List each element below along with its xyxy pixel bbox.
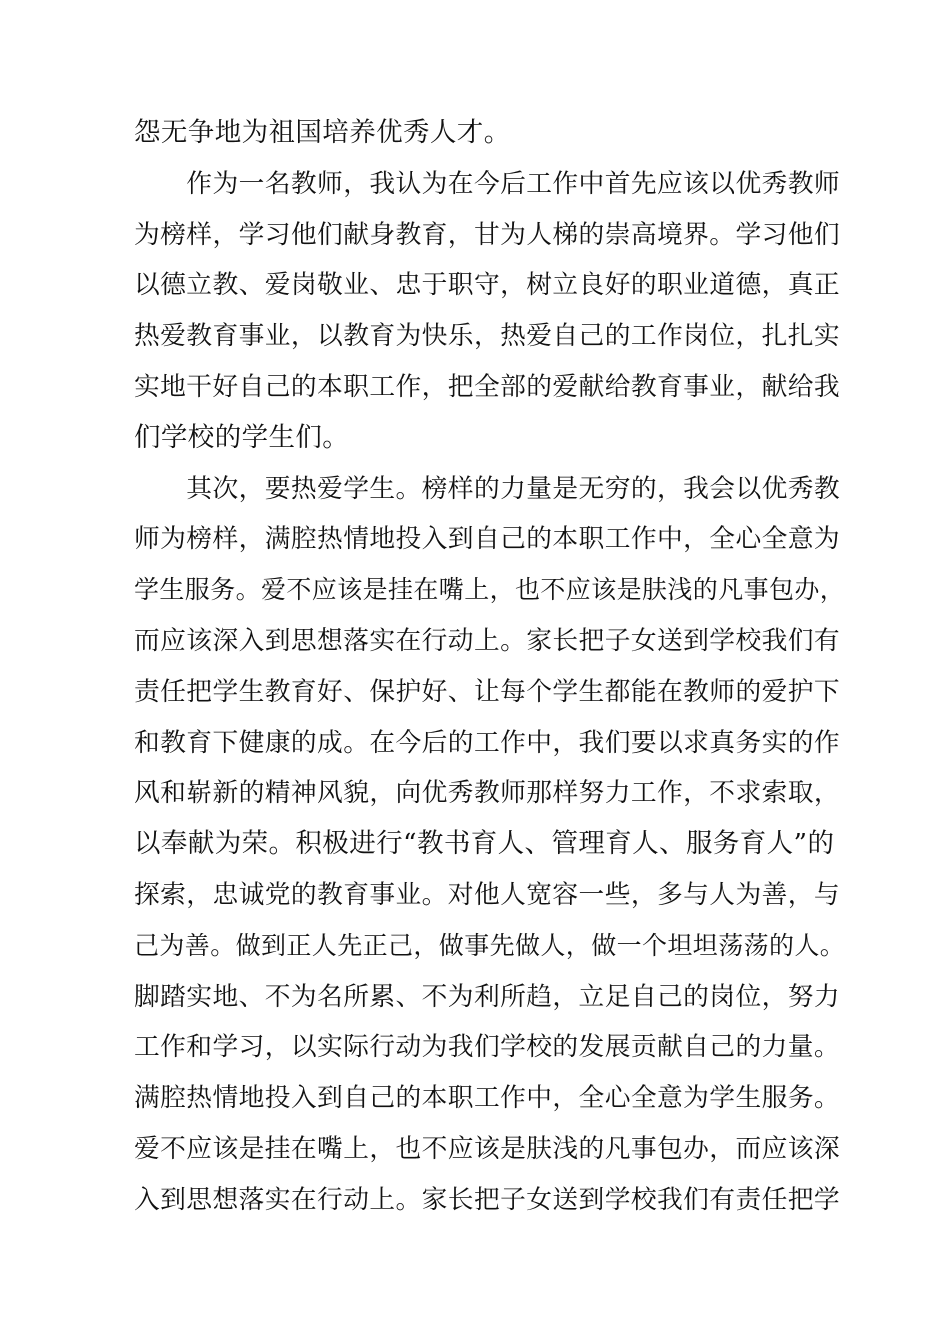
text-line: 热爱教育事业，以教育为快乐，热爱自己的工作岗位，扎扎实 [134,321,841,352]
text-line: 实地干好自己的本职工作，把全部的爱献给教育事业，献给我 [134,371,841,402]
text-line: 探索，忠诚党的教育事业。对他人宽容一些，多与人为善，与 [134,879,841,910]
text-line: 入到思想落实在行动上。家长把子女送到学校我们有责任把学 [134,1184,841,1215]
text-line: 而应该深入到思想落实在行动上。家长把子女送到学校我们有 [134,625,841,656]
text-line: 和教育下健康的成。在今后的工作中，我们要以求真务实的作 [134,727,841,758]
text-line: 满腔热情地投入到自己的本职工作中，全心全意为学生服务。 [134,1083,841,1114]
text-line: 其次，要热爱学生。榜样的力量是无穷的，我会以优秀教 [134,473,841,504]
text-line: 风和崭新的精神风貌，向优秀教师那样努力工作，不求索取， [134,778,841,809]
text-line: 作为一名教师，我认为在今后工作中首先应该以优秀教师 [134,168,841,199]
text-line: 爱不应该是挂在嘴上，也不应该是肤浅的凡事包办，而应该深 [134,1133,841,1164]
text-line: 责任把学生教育好、保护好、让每个学生都能在教师的爱护下 [134,676,841,707]
text-line: 们学校的学生们。 [134,421,350,453]
text-line: 学生服务。爱不应该是挂在嘴上，也不应该是肤浅的凡事包办， [134,575,846,605]
body-text [134,108,846,1226]
text-line: 师为榜样，满腔热情地投入到自己的本职工作中，全心全意为 [134,524,841,555]
text-line: 以德立教、爱岗敬业、忠于职守，树立良好的职业道德，真正 [134,270,841,301]
text-line: 怨无争地为祖国培养优秀人才。 [134,117,511,148]
text-line: 为榜样，学习他们献身教育，甘为人梯的崇高境界。学习他们 [134,219,841,250]
text-line: 以奉献为荣。积极进行“教书育人、管理育人、服务育人”的 [134,828,835,860]
text-line: 己为善。做到正人先正己，做事先做人，做一个坦坦荡荡的人。 [134,930,846,960]
text-line: 脚踏实地、不为名所累、不为利所趋，立足自己的岗位，努力 [134,981,841,1012]
text-line: 工作和学习，以实际行动为我们学校的发展贡献自己的力量。 [134,1032,841,1063]
